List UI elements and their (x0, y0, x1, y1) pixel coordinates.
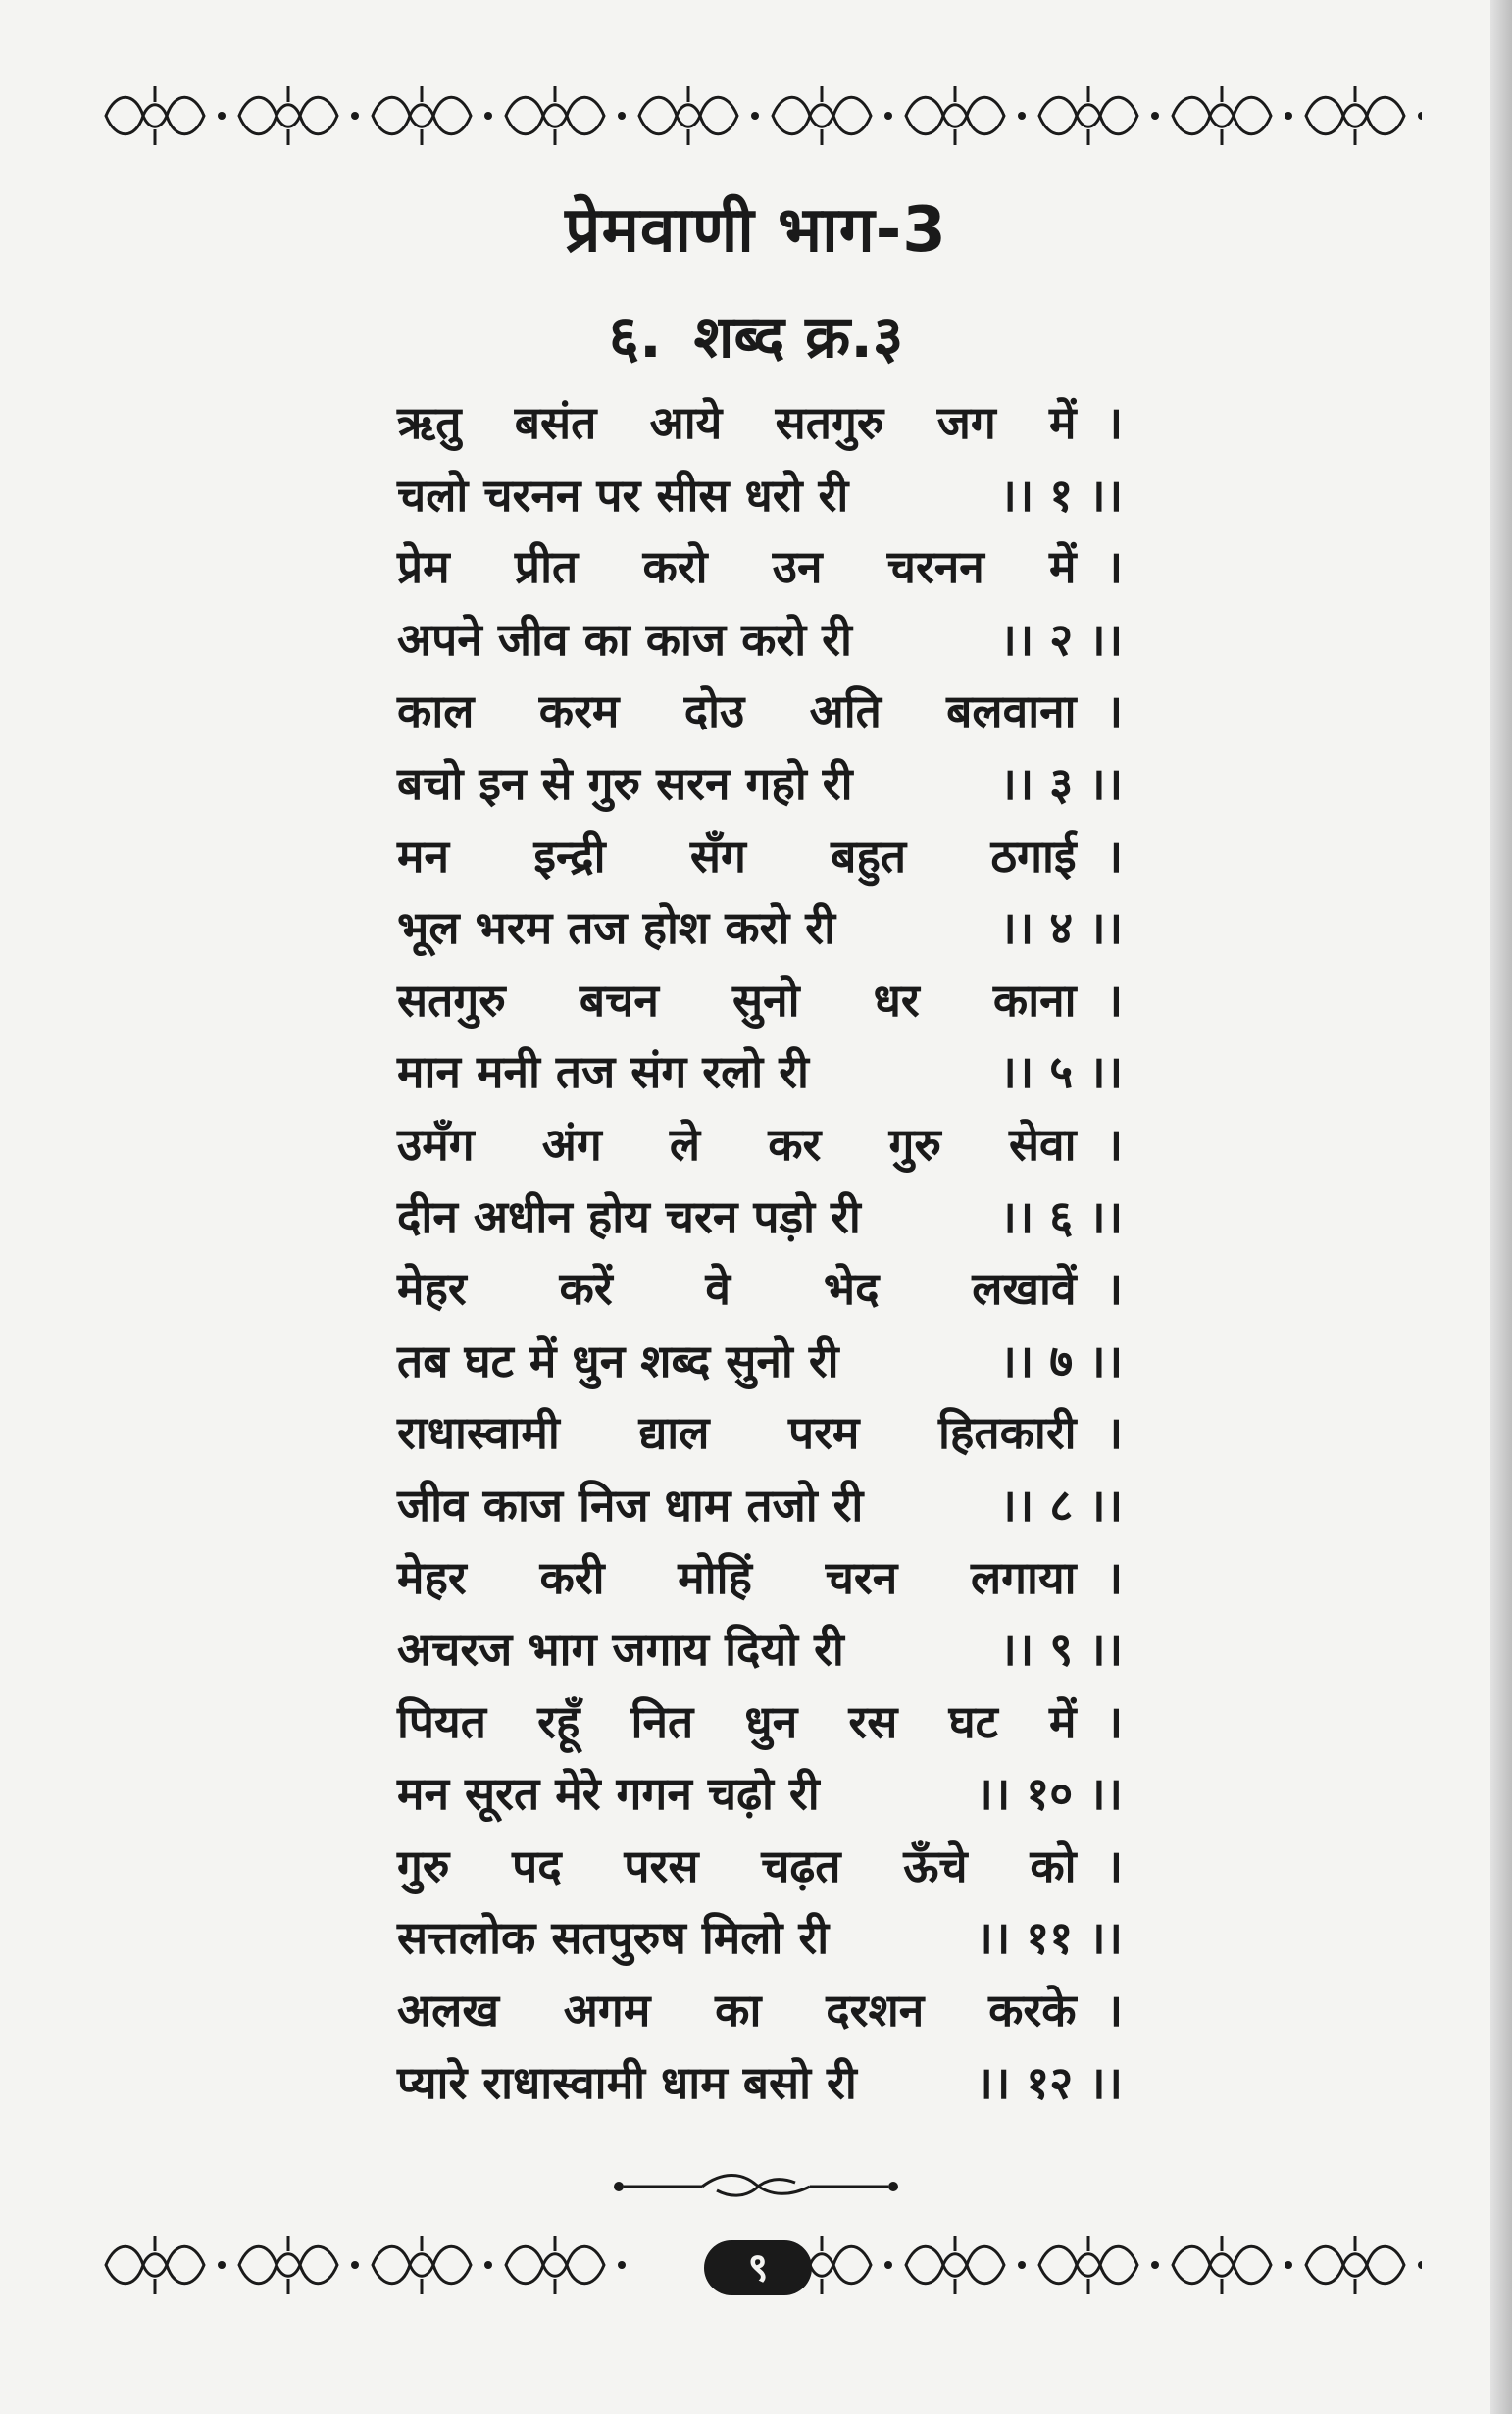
verse-text: चलो चरनन पर सीस धरो री (397, 468, 849, 522)
ornament-motif (1306, 86, 1422, 145)
verse-line (397, 676, 1123, 748)
verse-end-mark: ।। ७ ।। (999, 1333, 1123, 1387)
ornament-motif (1306, 2236, 1422, 2294)
verse-text: मन इन्द्री सँग बहुत ठगाई (397, 829, 1077, 882)
verse-text: ऋतु बसंत आये सतगुरु जग में (397, 396, 1077, 449)
top-ornament-border (88, 76, 1422, 155)
verse-text: प्यारे राधास्वामी धाम बसो री (397, 2055, 857, 2109)
ornament-motif (373, 86, 492, 145)
verse-end-mark: । (1105, 1117, 1123, 1171)
verse-line (397, 1036, 1123, 1109)
verse-end-mark: ।। १० ।। (976, 1767, 1123, 1821)
verse-end-mark: । (1105, 1984, 1123, 2037)
verse-line (397, 2047, 1123, 2120)
verse-line (397, 1975, 1123, 2047)
verse-line (397, 460, 1123, 532)
verse-line (397, 387, 1123, 460)
verse-end-mark: । (1105, 1550, 1123, 1604)
verse-end-mark: ।। १ ।। (999, 468, 1123, 522)
ornament-motif (906, 2236, 1026, 2294)
verse-text: काल करम दोउ अति बलवाना (397, 684, 1077, 738)
ornament-motif (1039, 86, 1159, 145)
verse-line (397, 1397, 1123, 1470)
verse-end-mark: । (1105, 1406, 1123, 1460)
ornament-motif (773, 86, 892, 145)
verse-line (397, 748, 1123, 821)
verse-end-mark: ।। २ ।। (999, 612, 1123, 666)
verse-line (397, 531, 1123, 604)
verse-end-mark: । (1105, 1262, 1123, 1316)
verse-line (397, 1902, 1123, 1975)
ornament-motif (373, 2236, 492, 2294)
verse-line (397, 1253, 1123, 1326)
verse-text: अचरज भाग जगाय दियो री (397, 1623, 844, 1677)
verse-text: पियत रहूँ नित धुन रस घट में (397, 1694, 1077, 1748)
verse-line (397, 1470, 1123, 1542)
verse-text: उमँग अंग ले कर गुरु सेवा (397, 1117, 1077, 1171)
ornament-motif (239, 2236, 359, 2294)
ornament-motif (906, 86, 1026, 145)
ornament-motif (1173, 2236, 1292, 2294)
page-number: ९ (704, 2240, 812, 2295)
section-number: ६. (608, 303, 662, 372)
ornament-motif (639, 86, 759, 145)
verse-line (397, 1614, 1123, 1686)
ornament-motif (239, 86, 359, 145)
verse-text: प्रेम प्रीत करो उन चरनन में (397, 540, 1077, 594)
verse-end-mark: । (1105, 540, 1123, 594)
verse-end-mark: ।। ९ ।। (999, 1623, 1123, 1677)
verse-text: तब घट में धुन शब्द सुनो री (397, 1333, 839, 1387)
verse-text: सतगुरु बचन सुनो धर काना (397, 973, 1077, 1027)
ornament-motif (106, 86, 226, 145)
verse-text: मान मनी तज संग रलो री (397, 1045, 809, 1099)
divider-flourish (609, 2167, 903, 2206)
verse-end-mark: । (1105, 1838, 1123, 1892)
verse-text: अलख अगम का दरशन करके (397, 1984, 1077, 2037)
verse-line (397, 1182, 1123, 1254)
verse-text: गुरु पद परस चढ़त ऊँचे को (397, 1838, 1077, 1892)
section-heading (0, 294, 1512, 375)
verse-text: जीव काज निज धाम तजो री (397, 1478, 864, 1532)
verse-end-mark: ।। ३ ।। (999, 756, 1123, 810)
verse-line (397, 1326, 1123, 1398)
verse-line (397, 1831, 1123, 1903)
verse-end-mark: ।। ११ ।। (976, 1911, 1123, 1965)
verse-text: सत्तलोक सतपुरुष मिलो री (397, 1911, 830, 1965)
verse-end-mark: ।। १२ ।। (976, 2055, 1123, 2109)
verse-end-mark: ।। ४ ।। (999, 901, 1123, 955)
ornament-motif (106, 2236, 226, 2294)
verse-end-mark: ।। ५ ।। (999, 1045, 1123, 1099)
verse-end-mark: ।। ८ ।। (999, 1478, 1123, 1532)
verse-end-mark: ।। ६ ।। (999, 1189, 1123, 1243)
verse-end-mark: । (1105, 973, 1123, 1027)
verse-line (397, 892, 1123, 965)
verse-end-mark: । (1105, 1694, 1123, 1748)
verse-text: बचो इन से गुरु सरन गहो री (397, 756, 853, 810)
verse-end-mark: । (1105, 396, 1123, 449)
verse-line (397, 1686, 1123, 1759)
verse-line (397, 604, 1123, 677)
verse-end-mark: । (1105, 829, 1123, 882)
verse-line (397, 1758, 1123, 1831)
verse-line (397, 821, 1123, 893)
verse-text: राधास्वामी द्याल परम हितकारी (397, 1406, 1077, 1460)
verse-text: मेहर करें वे भेद लखावें (397, 1262, 1077, 1316)
verse-line (397, 1542, 1123, 1615)
verse-text: दीन अधीन होय चरन पड़ो री (397, 1189, 861, 1243)
ornament-motif (506, 2236, 626, 2294)
verse-text: मेहर करी मोहिं चरन लगाया (397, 1550, 1077, 1604)
verse-line (397, 965, 1123, 1037)
verse-line (397, 1109, 1123, 1182)
verse-text: अपने जीव का काज करो री (397, 612, 852, 666)
verse-text: भूल भरम तज होश करो री (397, 901, 836, 955)
section-title: शब्द क्र.३ (693, 303, 904, 372)
verse-text: मन सूरत मेरे गगन चढ़ो री (397, 1767, 820, 1821)
ornament-motif (1173, 86, 1292, 145)
verse-end-mark: । (1105, 684, 1123, 738)
page-title: प्रेमवाणी भाग-3 (565, 194, 947, 267)
ornament-motif (506, 86, 626, 145)
ornament-motif (1039, 2236, 1159, 2294)
verse-block (397, 387, 1123, 2119)
